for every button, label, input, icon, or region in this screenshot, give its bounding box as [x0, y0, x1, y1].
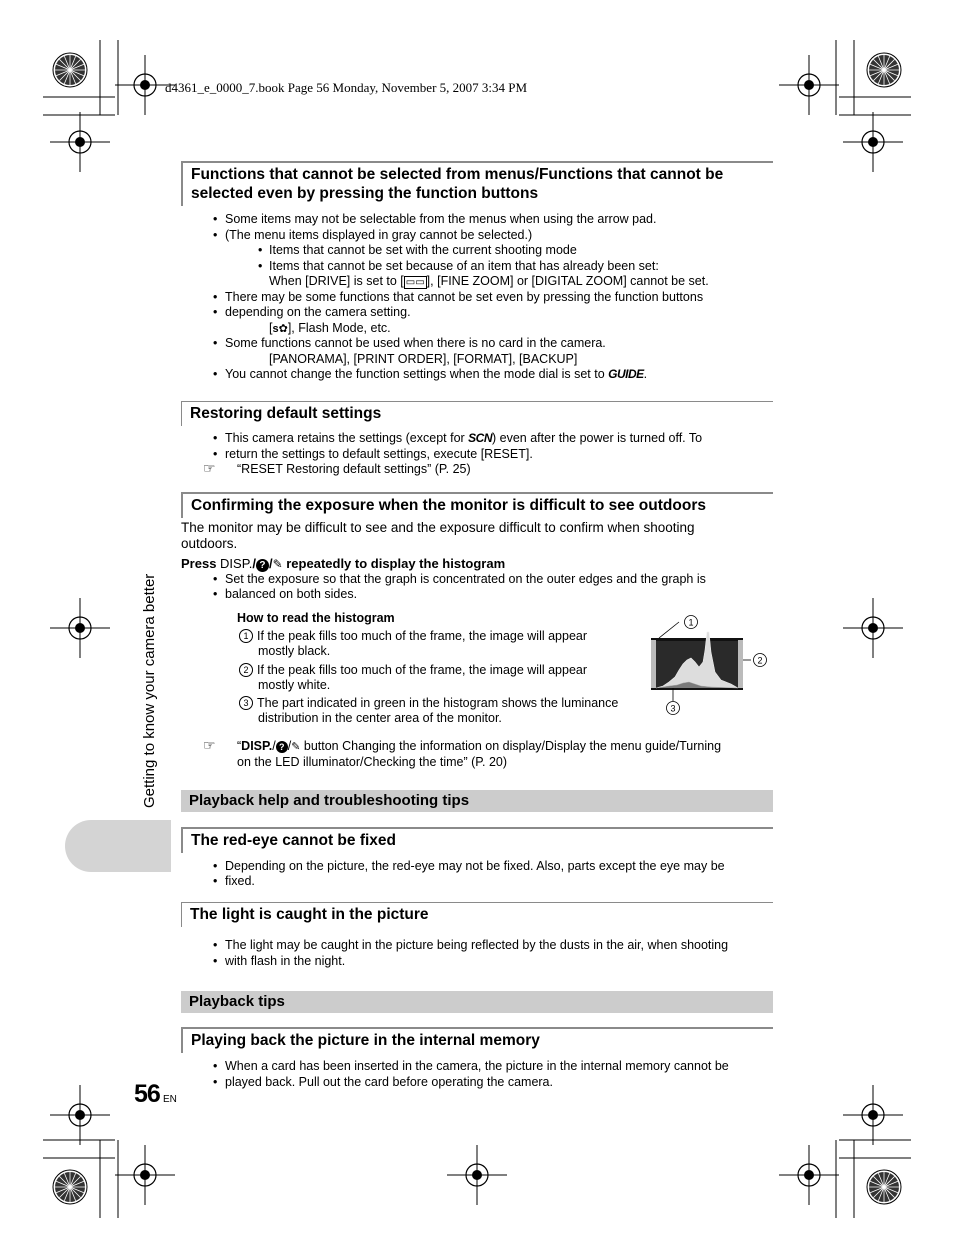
- section-heading: Confirming the exposure when the monitor is difficult to see outdoors: [181, 492, 773, 518]
- section-light-caught: [181, 902, 773, 967]
- svg-text:2: 2: [757, 655, 763, 666]
- section-heading: Playing back the picture in the internal memory: [181, 1027, 773, 1053]
- text: If the peak fills too much of the frame, the image will appear: [257, 663, 588, 677]
- text: This camera retains the settings (except for: [225, 431, 469, 445]
- sub-bullet-continuation: [269, 274, 709, 291]
- sub-bullet-item: • Items that cannot be set because of an item that has already been set:: [269, 259, 659, 275]
- bullet-item: • Some items may not be selectable from the menus when using the arrow pad.: [225, 212, 656, 228]
- page-reference: “RESET Restoring default settings” (P. 25): [237, 462, 471, 476]
- text: Press: [181, 556, 221, 571]
- text: You cannot change the function settings when the mode dial is set to: [225, 367, 609, 381]
- bullet-item: • Set the exposure so that the graph is concentrated on the outer edges and the graph is: [225, 572, 706, 588]
- bullet-item: • When a card has been inserted in the camera, the picture in the internal memory cannot be: [225, 1059, 729, 1075]
- text-line: outdoors.: [181, 536, 238, 551]
- number-badge: 1: [239, 629, 253, 643]
- section-heading: Restoring default settings: [181, 401, 773, 426]
- sidebar-chapter-label: Getting to know your camera better: [141, 573, 158, 808]
- text: If the peak fills too much of the frame, the image will appear: [257, 629, 588, 643]
- bullet-item: [225, 367, 647, 383]
- list-item: [239, 663, 618, 696]
- histogram-list: [239, 629, 618, 730]
- section-heading: [181, 161, 773, 206]
- histogram-bullets: [181, 572, 773, 612]
- svg-text:3: 3: [670, 703, 676, 714]
- bullet-continuation: • return the settings to default settings, execute [RESET].: [225, 447, 533, 463]
- bullet-continuation: • fixed.: [225, 874, 255, 890]
- bullet-continuation: • depending on the camera setting.: [225, 305, 411, 321]
- help-icon: / ? /: [272, 739, 292, 753]
- page-number: 56: [134, 1080, 160, 1108]
- disp-reference: [181, 738, 773, 772]
- section-functions-not-selectable: [181, 161, 773, 386]
- instruction-heading: [181, 556, 505, 573]
- bullet-item: • Depending on the picture, the red-eye may not be fixed. Also, parts except the eye may be: [225, 859, 725, 875]
- bullet-item: [225, 431, 702, 447]
- text: ], [FINE ZOOM] or [DIGITAL ZOOM] cannot be set.: [426, 274, 709, 288]
- macro-icon: s✿: [272, 323, 288, 335]
- text-line: The monitor may be difficult to see and the exposure difficult to confirm when shooting: [181, 520, 695, 535]
- section-playback-tips: [181, 991, 773, 1013]
- sub-bullet-item: • Items that cannot be set with the current shooting mode: [269, 243, 577, 259]
- scene-mode-icon: SCN: [468, 431, 493, 445]
- page-reference: [237, 739, 721, 756]
- bullet-item: • Some functions cannot be used when there is no card in the camera.: [225, 336, 606, 352]
- list-item: [239, 629, 618, 663]
- reference-hand-icon: ☞: [203, 737, 216, 753]
- bullet-continuation: • with flash in the night.: [225, 954, 345, 970]
- text: “: [237, 739, 242, 753]
- bullet-item: • The light may be caught in the picture being reflected by the dusts in the air, when shooting: [225, 938, 728, 954]
- text: distribution in the center area of the monitor.: [258, 711, 502, 725]
- section-heading: The light is caught in the picture: [181, 902, 773, 927]
- chapter-tab: [65, 820, 171, 872]
- section-playback-help: [181, 790, 773, 812]
- text: ) even after the power is turned off. To: [492, 431, 703, 445]
- page-language: EN: [163, 1094, 177, 1105]
- list-item: [239, 696, 618, 730]
- svg-text:1: 1: [688, 617, 694, 628]
- text: repeatedly to display the histogram: [282, 556, 506, 571]
- heading-line: Functions that cannot be selected from menus/Functions that cannot be: [191, 166, 724, 183]
- text: mostly white.: [258, 678, 331, 692]
- bullet-continuation: • (The menu items displayed in gray cannot be selected.): [225, 228, 532, 244]
- text: The part indicated in green in the histogram shows the luminance: [257, 696, 619, 710]
- section-internal-memory: [181, 1027, 773, 1093]
- number-badge: 2: [239, 663, 253, 677]
- text: .: [643, 367, 648, 381]
- page-reference-continuation: on the LED illuminator/Checking the time” (P. 20): [237, 755, 508, 769]
- text: mostly black.: [258, 644, 331, 658]
- number-badge: 3: [239, 696, 253, 710]
- disp-button-label: DISP.: [241, 739, 273, 753]
- text: When [DRIVE] is set to [: [269, 274, 404, 288]
- heading-line: selected even by pressing the function buttons: [191, 185, 539, 202]
- bullet-item: • There may be some functions that cannot be set even by pressing the function buttons: [225, 290, 703, 306]
- bracket: [: [269, 321, 273, 335]
- bullet-continuation: [PANORAMA], [PRINT ORDER], [FORMAT], [BACKUP]: [269, 352, 578, 366]
- section-heading: Playback help and troubleshooting tips: [181, 790, 773, 812]
- section-heading: Playback tips: [181, 991, 773, 1013]
- help-icon: / ? /: [252, 556, 273, 571]
- drive-sequential-icon: ▭▭: [405, 277, 425, 288]
- led-illuminator-icon: ✎: [291, 741, 301, 753]
- section-heading: The red-eye cannot be fixed: [181, 827, 773, 853]
- histogram-illustration: [645, 612, 770, 718]
- text: ], Flash Mode, etc.: [287, 321, 391, 335]
- bullet-continuation: • balanced on both sides.: [225, 587, 357, 603]
- bullet-continuation: • played back. Pull out the card before operating the camera.: [225, 1075, 553, 1091]
- intro-paragraph: [181, 520, 695, 552]
- reference-hand-icon: ☞: [203, 460, 216, 476]
- led-illuminator-icon: ✎: [272, 557, 283, 571]
- disp-button-label: DISP.: [220, 556, 253, 571]
- section-red-eye: [181, 827, 773, 893]
- histogram-subheading: How to read the histogram: [237, 611, 395, 625]
- section-confirm-exposure: [181, 492, 773, 518]
- file-info: d4361_e_0000_7.book Page 56 Monday, November 5, 2007 3:34 PM: [165, 80, 528, 95]
- section-restoring-defaults: [181, 401, 773, 486]
- guide-mode-icon: GUIDE: [608, 367, 644, 381]
- text: button Changing the information on display/Display the menu guide/Turning: [300, 739, 722, 753]
